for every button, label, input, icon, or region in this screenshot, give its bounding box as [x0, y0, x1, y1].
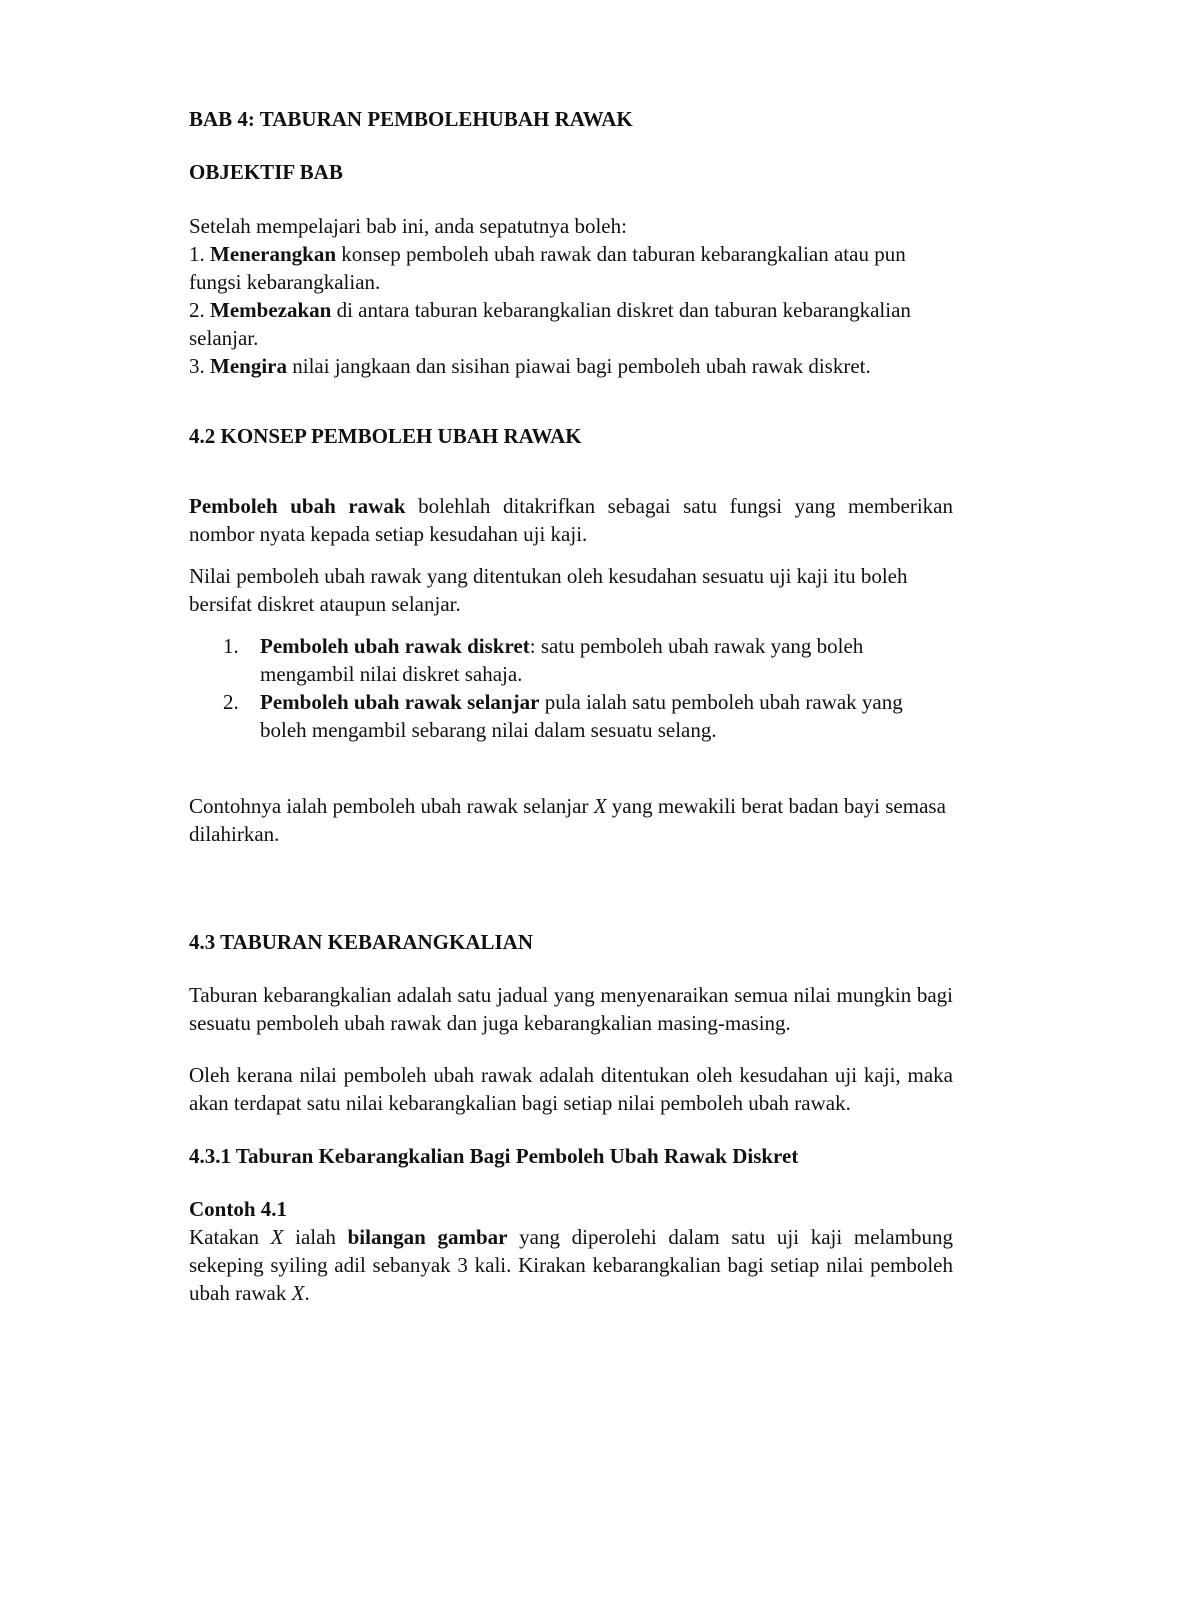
distribution-explanation-paragraph: Oleh kerana nilai pemboleh ubah rawak adalah ditentukan oleh kesudahan uji kaji, maka akan terdapat satu nilai kebarangkalian bagi setiap nilai pemboleh ubah rawak.	[189, 1063, 953, 1115]
objective-item-keyword: Membezakan	[210, 298, 332, 322]
variable-x: X	[270, 1225, 284, 1249]
objective-item-3	[189, 352, 953, 380]
section-heading-4-2: 4.2 KONSEP PEMBOLEH UBAH RAWAK	[189, 424, 582, 448]
random-variable-definition	[189, 492, 953, 548]
list-item-term: Pemboleh ubah rawak selanjar	[260, 690, 540, 714]
list-item-text: pula ialah satu pemboleh ubah rawak yang boleh mengambil sebarang nilai dalam sesuatu selang.	[260, 690, 903, 742]
example-heading: Contoh 4.1	[189, 1197, 288, 1221]
objectives-intro: Setelah mempelajari bab ini, anda sepatutnya boleh:	[189, 214, 627, 238]
distribution-definition-paragraph: Taburan kebarangkalian adalah satu jadual yang menyenaraikan semua nilai mungkin bagi sesuatu pemboleh ubah rawak dan juga kebarangkalian masing-masing.	[189, 983, 953, 1035]
example-text: yang mewakili berat badan bayi semasa dilahirkan.	[189, 794, 946, 846]
list-item-term: Pemboleh ubah rawak diskret	[260, 634, 530, 658]
objective-item-text: nilai jangkaan dan sisihan piawai bagi pemboleh ubah rawak diskret.	[286, 354, 871, 378]
continuous-example-paragraph	[189, 792, 953, 848]
objective-item-2	[189, 296, 953, 352]
example-text: .	[304, 1281, 310, 1305]
random-variable-nature-paragraph: Nilai pemboleh ubah rawak yang ditentukan oleh kesudahan sesuatu uji kaji itu boleh bersifat diskret ataupun selanjar.	[189, 564, 908, 616]
objectives-heading: OBJEKTIF BAB	[189, 160, 343, 184]
definition-text: bolehlah ditakrifkan sebagai satu fungsi yang memberikan nombor nyata kepada setiap kesudahan uji kaji.	[189, 494, 953, 546]
random-variable-type-list	[189, 632, 953, 744]
list-item	[189, 688, 953, 744]
example-text: ialah	[283, 1225, 348, 1249]
objective-item-number: 3.	[189, 354, 205, 378]
variable-x: X	[593, 794, 607, 818]
example-question	[189, 1223, 953, 1307]
example-text: Contohnya ialah pemboleh ubah rawak selanjar	[189, 794, 594, 818]
subsection-heading-4-3-1: 4.3.1 Taburan Kebarangkalian Bagi Pemboleh Ubah Rawak Diskret	[189, 1144, 799, 1168]
section-heading-4-3: 4.3 TABURAN KEBARANGKALIAN	[189, 930, 534, 954]
list-item-number: 2.	[223, 690, 239, 714]
document-page	[189, 105, 953, 1307]
objective-item-text: konsep pemboleh ubah rawak dan taburan kebarangkalian atau pun fungsi kebarangkalian.	[189, 242, 906, 294]
example-text: Katakan	[189, 1225, 271, 1249]
objective-item-number: 2.	[189, 298, 205, 322]
variable-x: X	[291, 1281, 305, 1305]
list-item-text: : satu pemboleh ubah rawak yang boleh mengambil nilai diskret sahaja.	[260, 634, 864, 686]
chapter-title: BAB 4: TABURAN PEMBOLEHUBAH RAWAK	[189, 107, 633, 131]
example-text: yang diperolehi dalam satu uji kaji melambung sekeping syiling adil sebanyak 3 kali. Kirakan kebarangkalian bagi setiap nilai pemboleh ubah rawak	[189, 1225, 954, 1305]
objective-item-text: di antara taburan kebarangkalian diskret dan taburan kebarangkalian selanjar.	[189, 298, 911, 350]
list-item	[189, 632, 953, 688]
example-keyword: bilangan gambar	[347, 1225, 508, 1249]
objective-item-keyword: Mengira	[210, 354, 287, 378]
list-item-number: 1.	[223, 634, 239, 658]
objective-item-number: 1.	[189, 242, 205, 266]
definition-term: Pemboleh ubah rawak	[189, 494, 406, 518]
objective-item-1	[189, 240, 953, 296]
objective-item-keyword: Menerangkan	[210, 242, 336, 266]
